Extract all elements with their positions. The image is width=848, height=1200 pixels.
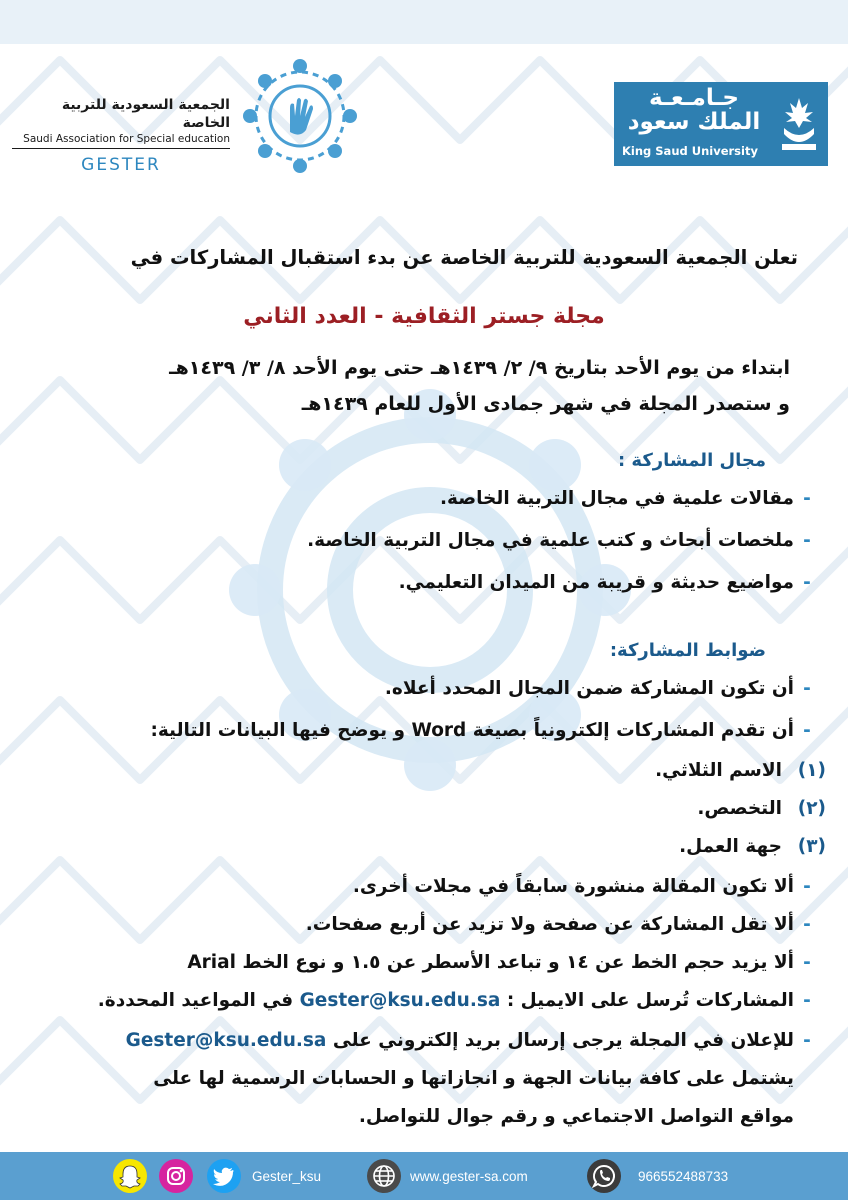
- participation-rules-heading: ضوابط المشاركة:: [609, 640, 766, 661]
- globe-icon: [366, 1158, 402, 1194]
- participation-fields-heading: مجال المشاركة :: [617, 450, 766, 471]
- ksu-arabic-line2: الملك سعود: [627, 109, 761, 135]
- rule-item: -ألا تكون المقالة منشورة سابقاً في مجلات أخرى.: [352, 876, 811, 897]
- sub-item: (١)الاسم الثلاثي.: [655, 760, 826, 781]
- website-url: www.gester-sa.com: [410, 1168, 528, 1184]
- rule-continuation: يشتمل على كافة بيانات الجهة و انجازاتها و الحسابات الرسمية لها على: [153, 1068, 794, 1089]
- ksu-english-name: King Saud University: [622, 144, 758, 158]
- instagram-link[interactable]: [158, 1152, 194, 1200]
- footer-bar: [0, 1152, 848, 1200]
- gester-short-name: GESTER: [81, 155, 161, 175]
- twitter-link[interactable]: [206, 1152, 321, 1200]
- list-item: -مواضيع حديثة و قريبة من الميدان التعليمي.: [398, 572, 811, 593]
- whatsapp-icon: [586, 1158, 622, 1194]
- publish-date-text: و ستصدر المجلة في شهر جمادى الأول للعام ١٤٣٩هـ: [301, 393, 790, 415]
- font-name: Arial: [187, 952, 236, 973]
- rule-item: -أن تقدم المشاركات إلكترونياً بصيغة Word و يوضح فيها البيانات التالية:: [150, 720, 811, 741]
- snapchat-link[interactable]: [112, 1152, 148, 1200]
- format-word: Word: [411, 720, 467, 741]
- snapchat-icon: [112, 1158, 148, 1194]
- submission-email-link[interactable]: Gester@ksu.edu.sa: [299, 990, 501, 1011]
- rule-item: -ألا يزيد حجم الخط عن ١٤ و تباعد الأسطر عن ١.٥ و نوع الخط Arial: [187, 952, 811, 973]
- list-item: -مقالات علمية في مجال التربية الخاصة.: [439, 488, 811, 509]
- rule-item: -أن تكون المشاركة ضمن المجال المحدد أعلاه.: [384, 678, 811, 699]
- sub-item: (٢)التخصص.: [697, 798, 826, 819]
- whatsapp-link[interactable]: [586, 1152, 728, 1200]
- instagram-icon: [158, 1158, 194, 1194]
- rule-item: -للإعلان في المجلة يرجى إرسال بريد إلكتروني على Gester@ksu.edu.sa: [125, 1030, 811, 1051]
- advertising-email-link[interactable]: Gester@ksu.edu.sa: [125, 1030, 327, 1051]
- twitter-icon: [206, 1158, 242, 1194]
- rule-item: -ألا تقل المشاركة عن صفحة ولا تزيد عن أربع صفحات.: [305, 914, 811, 935]
- sub-item: (٣)جهة العمل.: [679, 836, 826, 857]
- rule-item: -المشاركات تُرسل على الايميل : Gester@ksu.edu.sa في المواعيد المحددة.: [97, 990, 811, 1011]
- date-range-text: ابتداء من يوم الأحد بتاريخ ٩/ ٢/ ١٤٣٩هـ حتى يوم الأحد ٨/ ٣/ ١٤٣٩هـ: [169, 357, 790, 379]
- twitter-handle: Gester_ksu: [252, 1168, 322, 1184]
- list-item: -ملخصات أبحاث و كتب علمية في مجال التربية الخاصة.: [307, 530, 811, 551]
- magazine-title: مجلة جستر الثقافية - العدد الثاني: [243, 304, 605, 329]
- ksu-arabic-line1: جـامـعـة: [649, 85, 739, 111]
- gester-arabic-name: الجمعية السعودية للتربية الخاصة: [61, 97, 230, 131]
- rule-continuation: مواقع التواصل الاجتماعي و رقم جوال للتواصل.: [358, 1106, 794, 1127]
- whatsapp-number: 966552488733: [638, 1168, 729, 1184]
- gester-english-name: Saudi Association for Special education: [23, 133, 230, 145]
- announcement-text: تعلن الجمعية السعودية للتربية الخاصة عن بدء استقبال المشاركات في: [130, 246, 798, 269]
- website-link[interactable]: [366, 1152, 528, 1200]
